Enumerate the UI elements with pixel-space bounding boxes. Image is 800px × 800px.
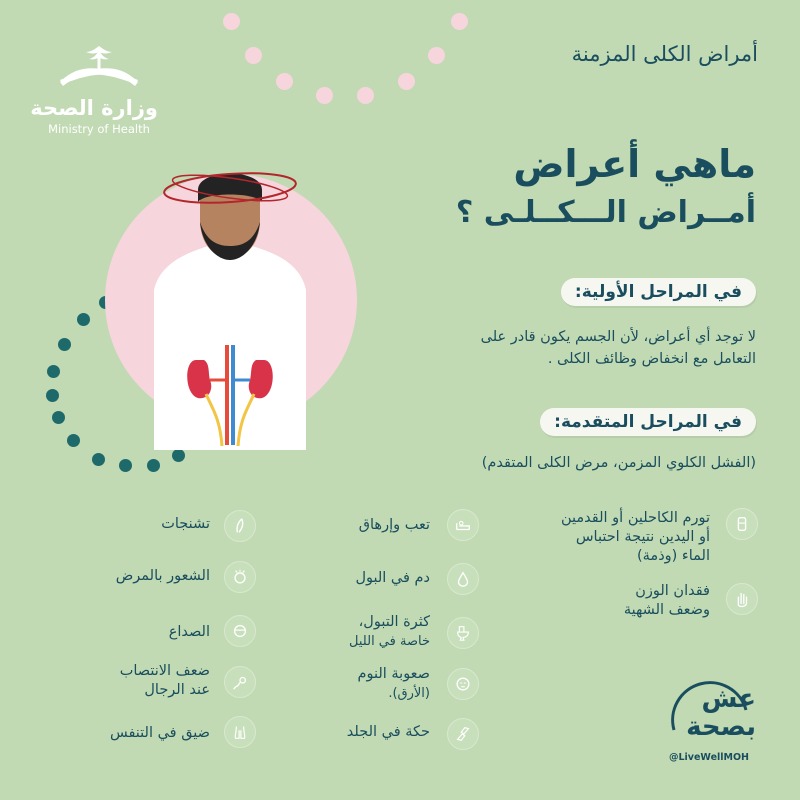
moh-logo-arabic: وزارة الصحة	[30, 96, 158, 120]
bed-icon	[447, 509, 479, 541]
symptom-cramps-label: تشنجات	[161, 516, 210, 532]
symptom-insomnia-line2: (الأرق).	[388, 686, 430, 701]
question-title-line1: ماهي أعراض	[513, 142, 756, 186]
early-stage-text-line2: التعامل مع انخفاض وظائف الكلى .	[547, 351, 756, 367]
live-well-logo	[654, 670, 764, 770]
hand-icon	[726, 583, 758, 615]
symptom-swelling-line1: تورم الكاحلين أو القدمين	[561, 510, 710, 526]
sick-head-icon	[224, 561, 256, 593]
symptom-swelling-line3: الماء (وذمة)	[637, 548, 710, 564]
symptom-headache-label: الصداع	[168, 624, 210, 640]
live-well-handle: @LiveWellMOH	[668, 752, 750, 763]
symptom-feeling-sick-label: الشعور بالمرض	[115, 568, 210, 584]
scratching-hands-icon	[447, 718, 479, 750]
swollen-foot-icon	[726, 508, 758, 540]
symptom-weight-loss-line2: وضعف الشهية	[623, 602, 710, 618]
symptom-weight-loss-line1: فقدان الوزن	[635, 583, 710, 599]
series-title: أمراض الكلى المزمنة	[571, 42, 758, 66]
blood-drop-icon	[447, 563, 479, 595]
symptom-frequent-urination-line2: خاصة في الليل	[349, 634, 430, 649]
live-well-word2: بصحة	[686, 712, 756, 742]
early-stage-text	[336, 326, 756, 370]
advanced-stage-subtitle: (الفشل الكلوي المزمن، مرض الكلى المتقدم)	[481, 455, 756, 471]
symptom-insomnia-line1: صعوبة النوم	[357, 666, 430, 682]
question-title-line2: أمــراض الـــكــلـى ؟	[455, 195, 756, 230]
early-stage-text-line1: لا توجد أي أعراض، لأن الجسم يكون قادر على	[480, 329, 756, 345]
moh-logo	[30, 44, 160, 139]
cramp-leg-icon	[224, 510, 256, 542]
symptom-blood-urine-label: دم في البول	[355, 570, 430, 586]
symptom-itching-label: حكة في الجلد	[346, 724, 430, 740]
breathing-icon	[224, 716, 256, 748]
symptom-fatigue-label: تعب وإرهاق	[358, 517, 430, 533]
early-stage-heading: في المراحل الأولية:	[561, 278, 756, 306]
advanced-stage-heading: في المراحل المتقدمة:	[540, 408, 756, 436]
moh-logo-english: Ministry of Health	[48, 122, 150, 136]
symptom-breathing-label: ضيق في التنفس	[109, 725, 210, 741]
symptom-swelling-line2: أو اليدين نتيجة احتباس	[575, 529, 710, 545]
symptom-erectile-line1: ضعف الانتصاب	[119, 663, 210, 679]
symptom-frequent-urination-line1: كثرة التبول،	[358, 614, 430, 630]
palm-swords-emblem-icon	[38, 44, 160, 94]
sleepless-face-icon	[447, 668, 479, 700]
symptom-erectile-line2: عند الرجال	[144, 682, 210, 698]
headache-icon	[224, 615, 256, 647]
sperm-icon	[224, 666, 256, 698]
toilet-icon	[447, 617, 479, 649]
white-torso	[154, 246, 306, 450]
live-well-word1: عش	[701, 684, 756, 714]
person-kidney-illustration	[80, 150, 410, 470]
